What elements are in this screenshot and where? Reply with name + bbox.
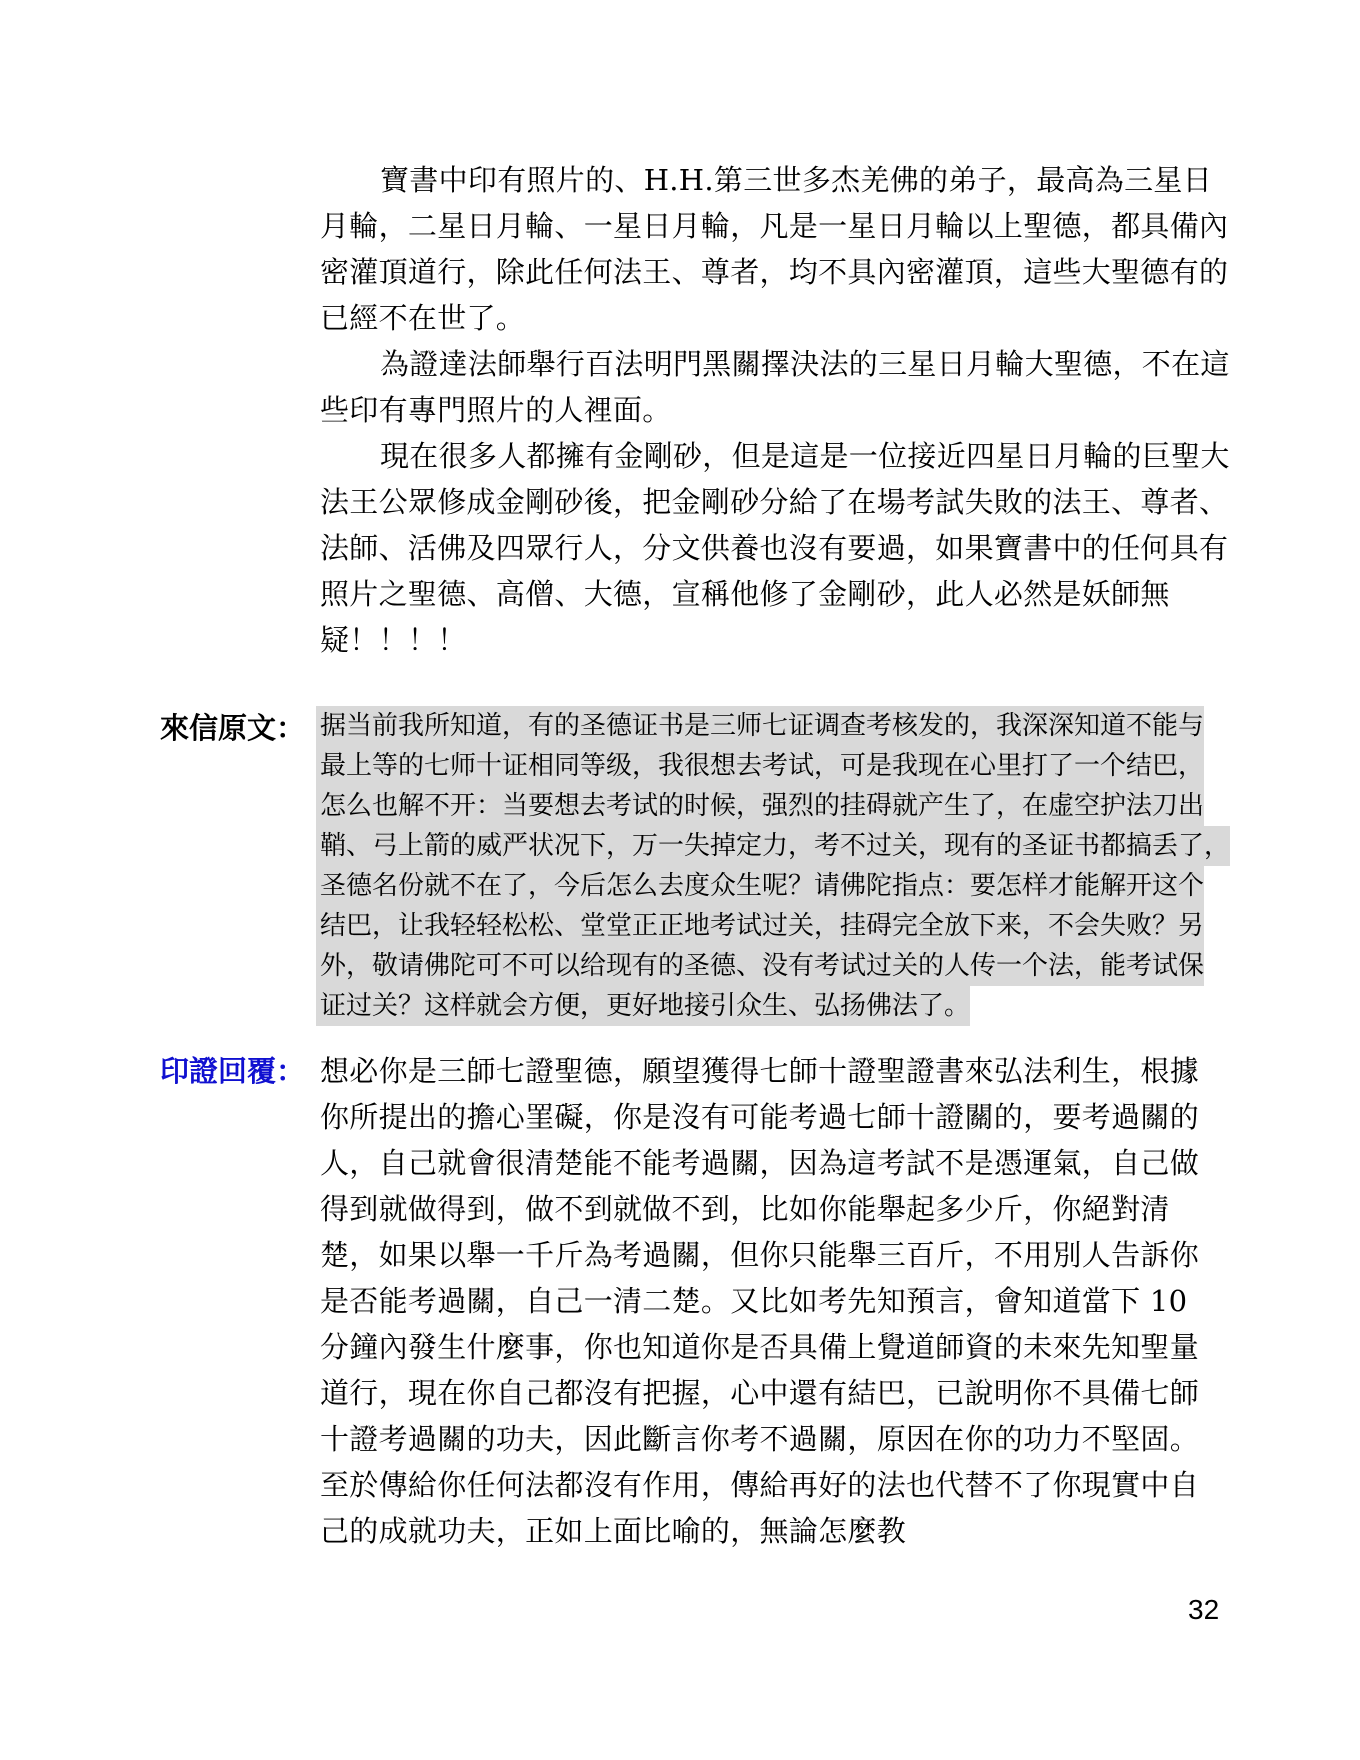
letter-line: 怎么也解不开：当要想去考试的时候，强烈的挂碍就产生了，在虚空护法刀出 <box>316 786 1204 826</box>
page-number: 32 <box>1188 1594 1220 1625</box>
reply-text: 想必你是三師七證聖德，願望獲得七師十證聖證書來弘法利生，根據你所提出的擔心罣礙，你是沒有可能考過七師十證關的，要考過關的人，自己就會很清楚能不能考過關，因為這考試不是憑運氣，自己做得到就做得到，做不到就做不到，比如你能舉起多少斤，你絕對清楚，如果以舉一千斤為考過關，但你只能舉三百斤，不用別人告訴你是否能考過關，自己一清二楚。又比如考先知預言，會知道當下 10 分鐘內發生什麼事，你也知道你是否具備上覺道師資的未來先知聖量道行，現在你自己都沒有把握，心中還有結巴，已說明你不具備七師十證考過關的功夫，因此斷言你考不過關，原因在你的功力不堅固。至於傳給你任何法都沒有作用，傳給再好的法也代替不了你現實中自己的成就功夫，正如上面比喻的，無論怎麼教 <box>320 1054 1200 1548</box>
reply-label: 印證回覆： <box>160 1054 306 1088</box>
body-paragraph-2: 為證達法師舉行百法明門黑關擇決法的三星日月輪大聖德，不在這些印有專門照片的人裡面。 <box>320 347 1230 427</box>
letter-label: 來信原文： <box>160 711 306 745</box>
letter-line: 外，敬请佛陀可不可以给现有的圣德、没有考试过关的人传一个法，能考试保 <box>316 946 1204 986</box>
letter-line: 结巴，让我轻轻松松、堂堂正正地考试过关，挂碍完全放下来，不会失败？另 <box>316 906 1204 946</box>
letter-line: 据当前我所知道，有的圣德证书是三师七证调查考核发的，我深深知道不能与 <box>316 706 1204 746</box>
body-paragraph-1: 寶書中印有照片的、H.H.第三世多杰羌佛的弟子，最高為三星日月輪，二星日月輪、一星日月輪，凡是一星日月輪以上聖德，都具備內密灌頂道行，除此任何法王、尊者，均不具內密灌頂，這些大聖德有的已經不在世了。 <box>320 163 1229 335</box>
letter-quote <box>316 706 1250 1026</box>
letter-line: 证过关？这样就会方便，更好地接引众生、弘扬佛法了。 <box>316 986 970 1026</box>
letter-line: 最上等的七师十证相同等级，我很想去考试，可是我现在心里打了一个结巴， <box>316 746 1204 786</box>
body-paragraph-3: 現在很多人都擁有金剛砂，但是這是一位接近四星日月輪的巨聖大法王公眾修成金剛砂後，把金剛砂分給了在場考試失敗的法王、尊者、法師、活佛及四眾行人，分文供養也沒有要過，如果寶書中的任何具有照片之聖德、高僧、大德，宣稱他修了金剛砂，此人必然是妖師無疑！！！！ <box>320 439 1230 657</box>
letter-line: 鞘、弓上箭的威严状况下，万一失掉定力，考不过关，现有的圣证书都搞丢了， <box>316 826 1230 866</box>
letter-line: 圣德名份就不在了，今后怎么去度众生呢？请佛陀指点：要怎样才能解开这个 <box>316 866 1204 906</box>
